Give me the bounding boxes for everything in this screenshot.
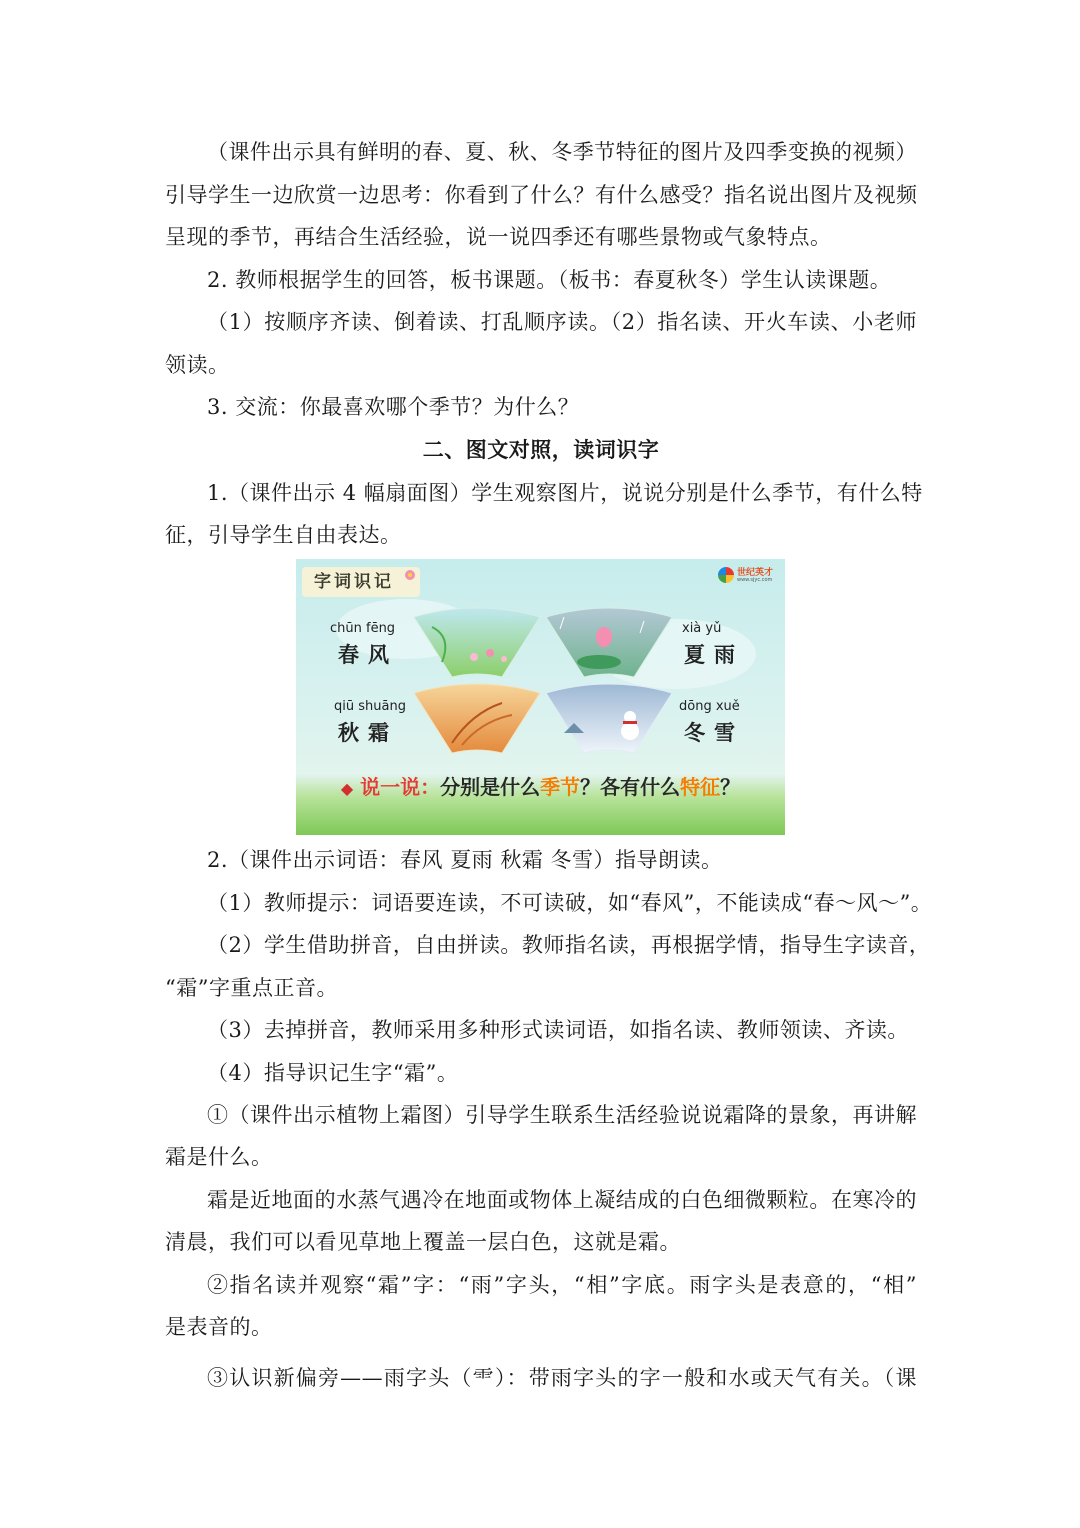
paragraph-line: 2.（课件出示词语：春风 夏雨 秋霜 冬雪）指导朗读。: [207, 848, 723, 872]
autumn-fan-icon: [412, 683, 542, 757]
logo-icon: [718, 567, 734, 583]
slide-prompt: [296, 771, 785, 800]
pinyin-label: dōng xuě: [679, 699, 740, 714]
prompt-text: ？各有什么: [580, 775, 681, 799]
paragraph-line: ③认识新偏旁——雨字头（⻗）：带雨字头的字一般和水或天气有关。（课: [207, 1366, 917, 1390]
summer-fan-icon: [544, 607, 674, 681]
paragraph-line: 领读。: [165, 353, 230, 377]
paragraph-line: 是表音的。: [165, 1315, 273, 1339]
pinyin-label: chūn fēng: [330, 621, 396, 636]
paragraph-line: （4）指导识记生字“霜”。: [207, 1061, 459, 1085]
spring-fan-icon: [412, 607, 542, 681]
paragraph-line: （2）学生借助拼音，自由拼读。教师指名读，再根据学情，指导生字读音，: [207, 933, 931, 957]
slide-title: 字词识记: [302, 567, 420, 597]
winter-fan-icon: [544, 683, 674, 757]
paragraph-line: 2. 教师根据学生的回答，板书课题。（板书：春夏秋冬）学生认读课题。: [207, 268, 892, 292]
logo-url: www.sjyc.com: [737, 577, 773, 583]
brand-logo: [718, 565, 782, 587]
paragraph-line: （1）教师提示：词语要连读，不可读破，如“春风”，不能读成“春～风～”。: [207, 891, 933, 915]
pinyin-label: xià yǔ: [682, 621, 722, 636]
paragraph-line: 清晨，我们可以看见草地上覆盖一层白色，这就是霜。: [165, 1230, 681, 1254]
paragraph-line: （课件出示具有鲜明的春、夏、秋、冬季节特征的图片及四季变换的视频）: [207, 140, 917, 164]
prompt-highlight: 特征: [680, 775, 721, 799]
pinyin-label: qiū shuāng: [334, 699, 406, 714]
paragraph-line: 1.（课件出示 4 幅扇面图）学生观察图片，说说分别是什么季节，有什么特: [207, 481, 923, 505]
paragraph-line: ②指名读并观察“霜”字：“雨”字头，“相”字底。雨字头是表意的，“相”: [207, 1273, 917, 1297]
logo-text: 世纪英才: [737, 568, 774, 578]
paragraph-line: 3. 交流：你最喜欢哪个季节？为什么？: [207, 395, 580, 419]
paragraph-line: “霜”字重点正音。: [165, 976, 338, 1000]
word-label: 冬雪: [684, 720, 744, 745]
paragraph-line: 霜是近地面的水蒸气遇冷在地面或物体上凝结成的白色细微颗粒。在寒冷的: [207, 1188, 917, 1212]
paragraph-line: 征，引导学生自由表达。: [165, 523, 402, 547]
paragraph-line: 呈现的季节，再结合生活经验，说一说四季还有哪些景物或气象特点。: [165, 225, 832, 249]
flower-icon: [404, 569, 416, 581]
courseware-slide-image: [296, 559, 785, 835]
diamond-bullet-icon: ◆: [340, 779, 354, 798]
paragraph-line: ①（课件出示植物上霜图）引导学生联系生活经验说说霜降的景象，再讲解: [207, 1103, 917, 1127]
prompt-text: 分别是什么: [440, 775, 541, 799]
section-heading: 二、图文对照，读词识字: [422, 437, 660, 462]
paragraph-line: （3）去掉拼音，教师采用多种形式读词语，如指名读、教师领读、齐读。: [207, 1018, 909, 1042]
paragraph-line: 霜是什么。: [165, 1145, 273, 1169]
word-label: 春风: [338, 642, 398, 667]
prompt-text: ？: [720, 775, 741, 799]
paragraph-line: （1）按顺序齐读、倒着读、打乱顺序读。（2）指名读、开火车读、小老师: [207, 310, 917, 334]
prompt-highlight: 季节: [540, 775, 581, 799]
paragraph-line: 引导学生一边欣赏一边思考：你看到了什么？有什么感受？指名说出图片及视频: [165, 183, 918, 207]
word-label: 夏雨: [684, 642, 744, 667]
word-label: 秋霜: [338, 720, 398, 745]
prompt-lead: 说一说：: [360, 775, 441, 799]
